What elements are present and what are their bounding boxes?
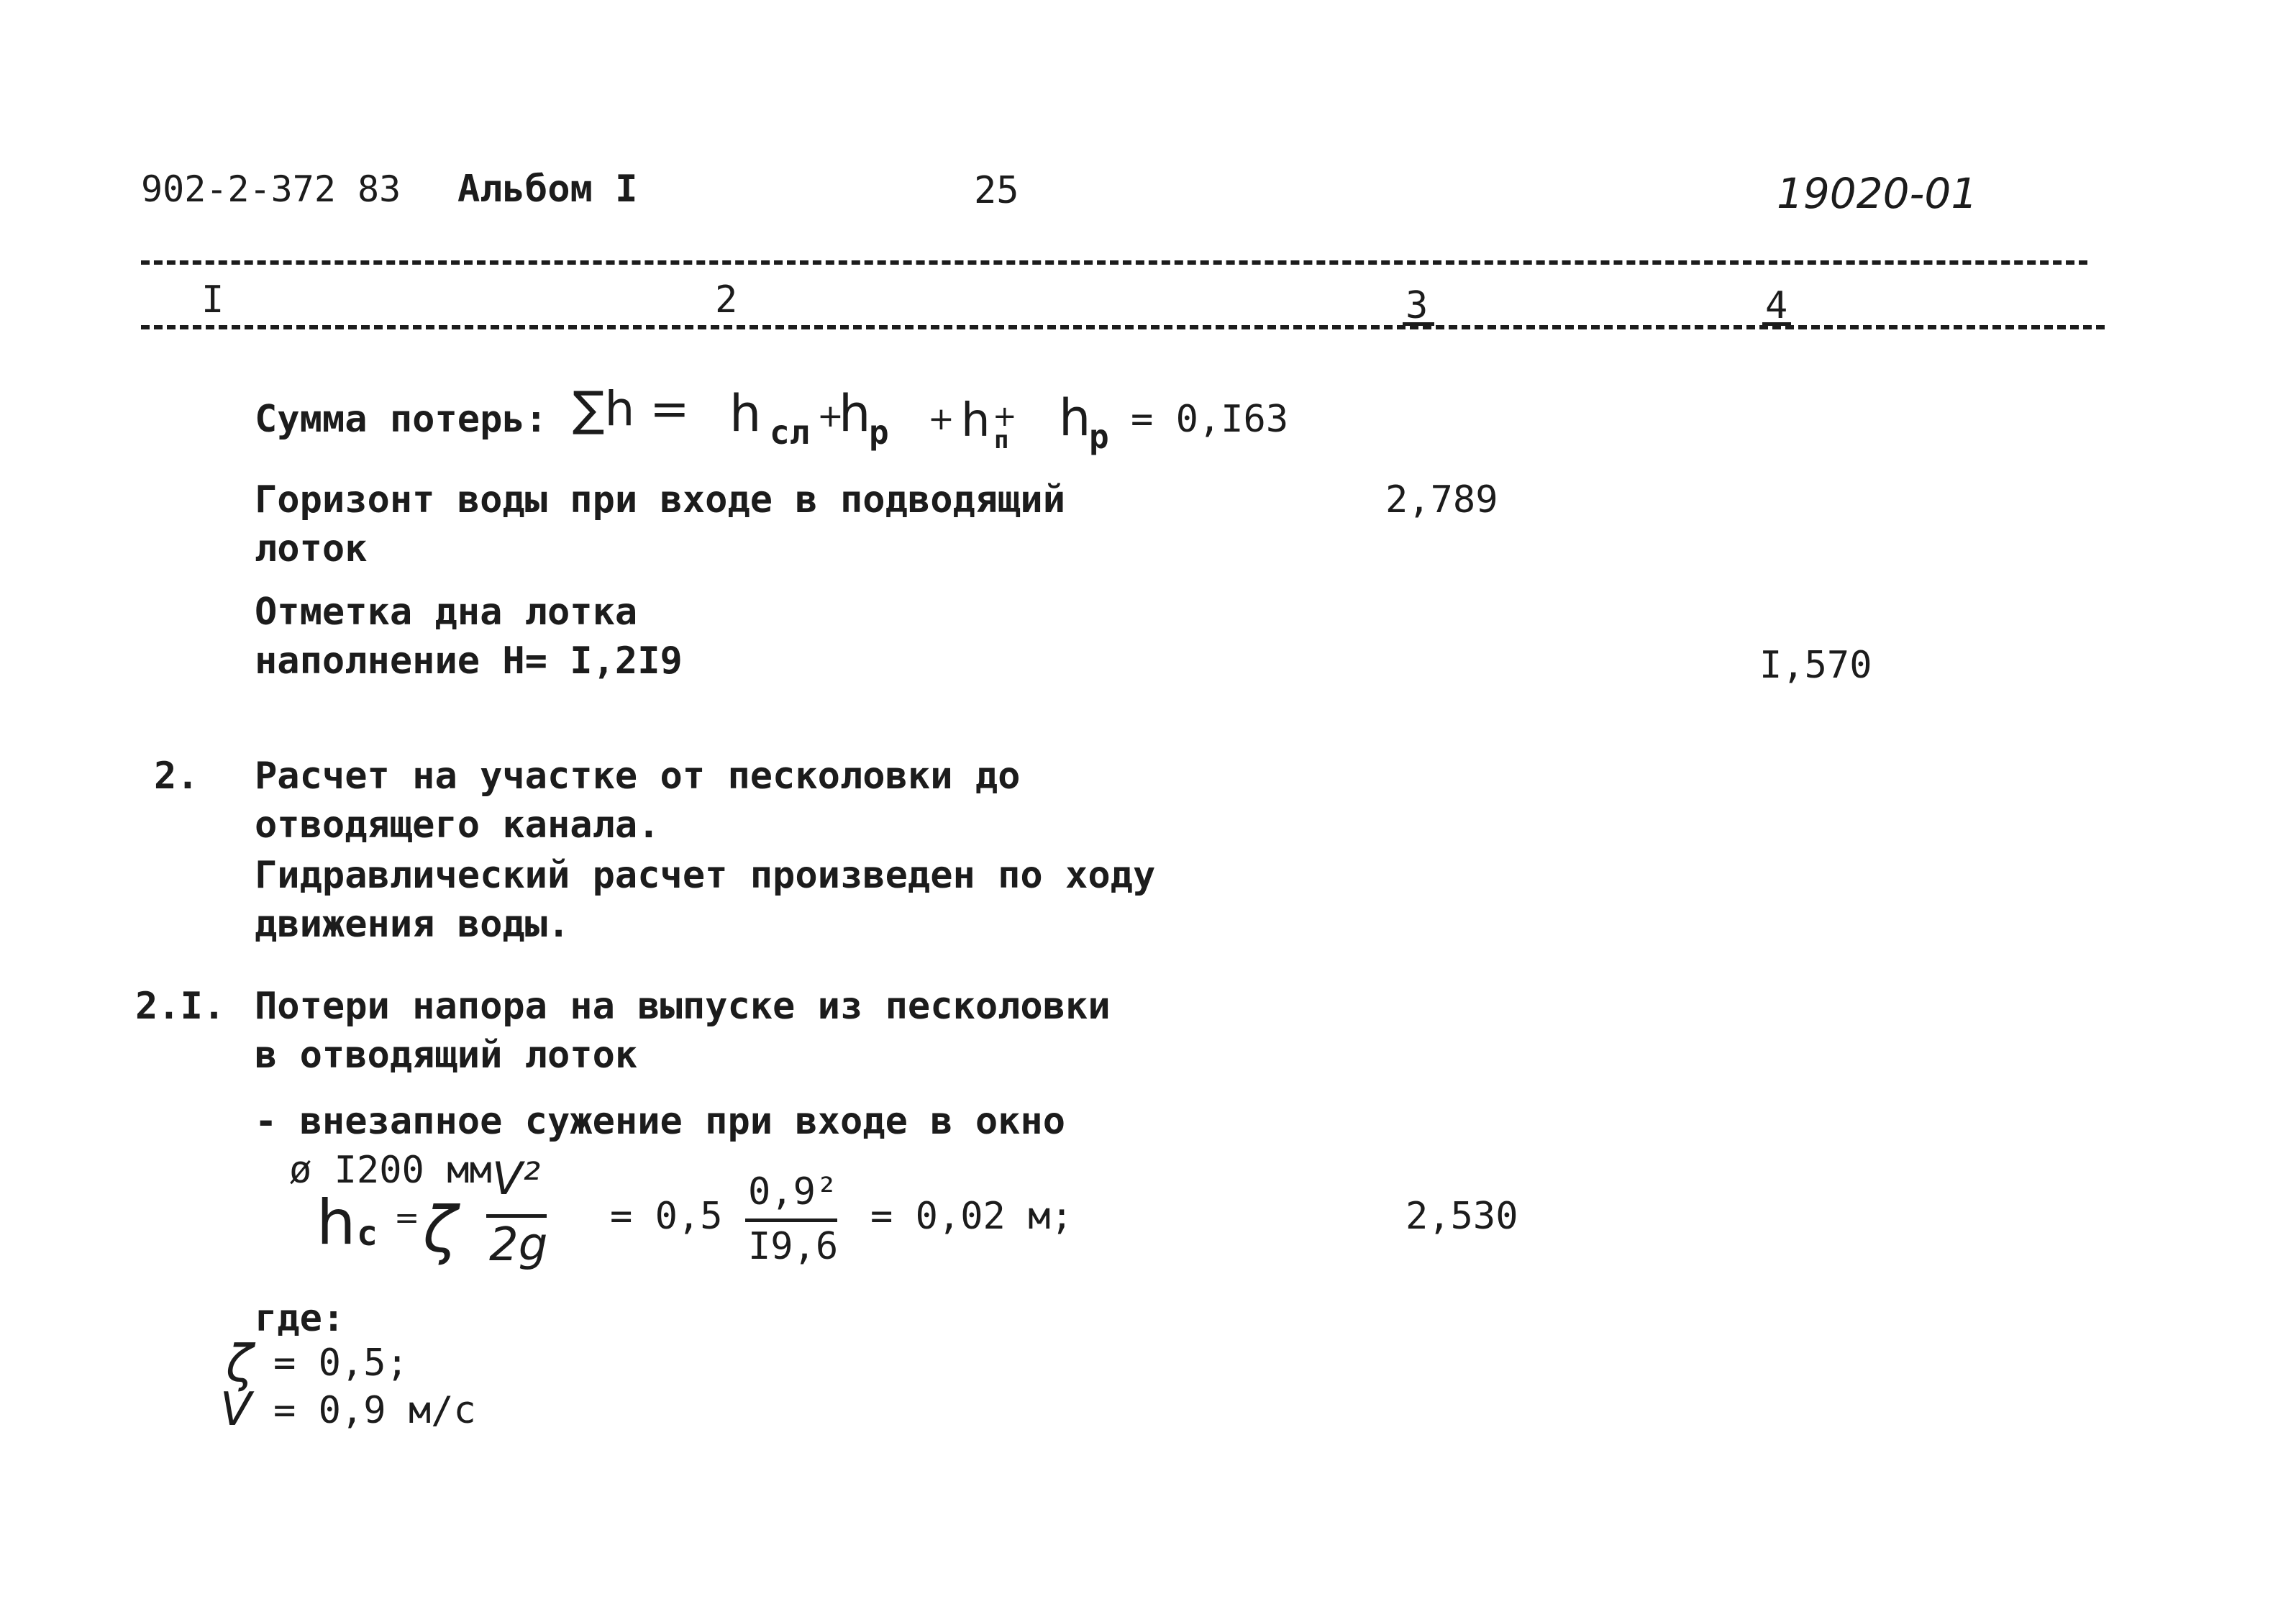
tray-bottom-value: I,570 xyxy=(1759,644,1872,687)
losses-term-4-sub: р xyxy=(1089,417,1109,456)
velocity-value: = 0,9 м/с xyxy=(273,1389,476,1432)
losses-term-1-sub: сл xyxy=(770,413,810,452)
header-rule-bottom xyxy=(141,325,2105,329)
page-number: 25 xyxy=(974,169,1019,212)
losses-term-3: h xyxy=(961,394,990,447)
losses-sum-symbol: ∑h = xyxy=(573,381,690,437)
formula-equals: = xyxy=(394,1200,420,1235)
tray-bottom-label: Отметка дна лотка xyxy=(255,591,638,634)
formula-numerator: 0,9² xyxy=(748,1170,839,1213)
section-2-1-line-2: в отводящий лоток xyxy=(255,1034,638,1077)
formula-denominator: I9,6 xyxy=(748,1225,839,1268)
stamp-number: 19020-01 xyxy=(1777,169,1978,218)
fraction-bar xyxy=(745,1219,837,1222)
zeta-value: = 0,5; xyxy=(273,1342,409,1385)
column-1-number: I xyxy=(201,278,224,322)
velocity-symbol: V xyxy=(220,1383,252,1436)
formula-coefficient: = 0,5 xyxy=(610,1195,723,1238)
column-2-number: 2 xyxy=(715,278,738,322)
zeta-symbol: ζ xyxy=(226,1334,254,1393)
section-2-1-number: 2.I. xyxy=(135,985,226,1028)
where-label: где: xyxy=(255,1297,345,1340)
column-4-number: 4 xyxy=(1765,284,1788,327)
column-3-underline xyxy=(1403,322,1434,326)
section-2-line-4: движения воды. xyxy=(255,903,570,946)
velocity-squared: V² xyxy=(492,1152,541,1205)
window-diameter: ø I200 мм xyxy=(289,1149,492,1192)
losses-term-2-sub: р xyxy=(869,413,889,452)
album-label: Альбом I xyxy=(457,168,638,211)
losses-term-4: h xyxy=(1059,388,1091,447)
plus-sign: + xyxy=(817,398,844,434)
losses-result: = 0,I63 xyxy=(1131,398,1289,441)
section-2-1-line-1: Потери напора на выпуске из песколовки xyxy=(255,985,1111,1028)
document-code: 902-2-372 83 xyxy=(141,168,401,210)
zeta-symbol: ζ xyxy=(423,1193,457,1267)
formula-lhs-sub: с xyxy=(357,1213,378,1254)
column-3-number: 3 xyxy=(1406,284,1429,327)
header-rule-top xyxy=(141,260,2087,265)
losses-term-3-sub: п xyxy=(994,426,1009,455)
losses-label: Сумма потерь: xyxy=(255,398,547,441)
section-2-line-2: отводящего канала. xyxy=(255,803,660,847)
water-horizon-label-line-2: лоток xyxy=(255,527,368,570)
formula-lhs: h xyxy=(316,1187,356,1259)
two-g: 2g xyxy=(489,1219,548,1272)
section-2-line-1: Расчет на участке от песколовки до xyxy=(255,755,1021,798)
contraction-text: - внезапное сужение при входе в окно xyxy=(255,1100,1066,1143)
formula-result: = 0,02 м; xyxy=(870,1195,1073,1238)
column-4-underline xyxy=(1762,322,1791,326)
losses-term-2: h xyxy=(839,384,871,443)
section-2-line-3: Гидравлический расчет произведен по ходу xyxy=(255,854,1156,897)
losses-term-1: h xyxy=(729,384,762,443)
fraction-bar xyxy=(486,1214,547,1218)
water-horizon-label-line-1: Горизонт воды при входе в подводящий xyxy=(255,478,1066,521)
plus-sign: + xyxy=(928,401,955,437)
tray-filling-label: наполнение H= I,2I9 xyxy=(255,639,683,683)
contraction-value: 2,530 xyxy=(1406,1195,1518,1238)
section-2-number: 2. xyxy=(154,755,199,798)
plus-sign: + xyxy=(993,400,1017,433)
water-horizon-value: 2,789 xyxy=(1385,478,1498,521)
